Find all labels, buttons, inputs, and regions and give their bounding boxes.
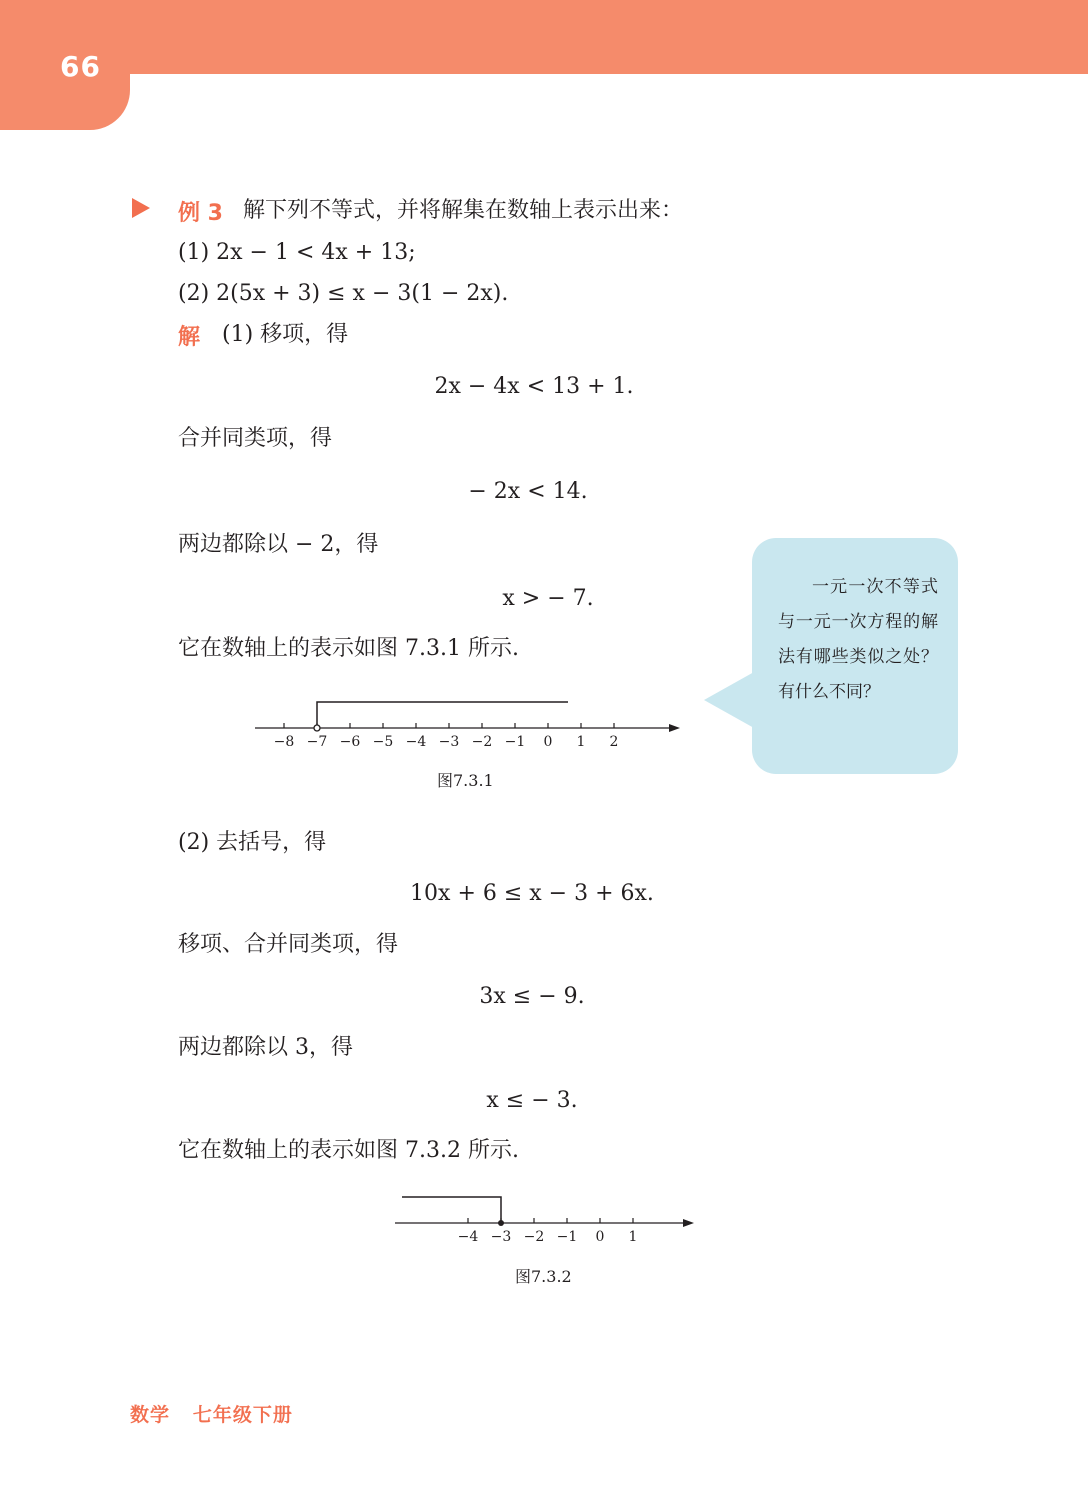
problem-2: (2) 2(5x + 3) ≤ x − 3(1 − 2x). bbox=[178, 281, 509, 306]
solution-ray bbox=[317, 702, 568, 726]
speech-bubble-tail bbox=[704, 672, 754, 728]
tick-label: −1 bbox=[504, 734, 526, 750]
problem-1: (1) 2x − 1 < 4x + 13; bbox=[178, 240, 416, 265]
example-arrow-icon bbox=[132, 198, 150, 218]
number-line-fig2 bbox=[390, 1186, 700, 1256]
tick-label: −3 bbox=[490, 1229, 512, 1245]
part1-step2: 合并同类项，得 bbox=[178, 426, 333, 451]
figure-caption-1: 图7.3.1 bbox=[437, 771, 494, 790]
solution-ray bbox=[402, 1197, 501, 1223]
number-line-fig1 bbox=[250, 690, 690, 760]
axis-arrow bbox=[683, 1219, 694, 1227]
tick-label: −8 bbox=[273, 734, 295, 750]
footer-grade: 七年级下册 bbox=[192, 1404, 293, 1426]
part1-figure-ref: 它在数轴上的表示如图 7.3.1 所示. bbox=[178, 636, 519, 661]
example-label: 例 3 bbox=[178, 201, 223, 226]
part2-eq2: 3x ≤ − 9. bbox=[479, 984, 585, 1009]
sidebar-note-bubble bbox=[752, 538, 958, 774]
tick-label: −2 bbox=[471, 734, 493, 750]
footer-subject: 数学 bbox=[130, 1404, 171, 1426]
tick-label: −7 bbox=[306, 734, 328, 750]
tick-label: −4 bbox=[405, 734, 427, 750]
example-prompt: 解下列不等式，并将解集在数轴上表示出来： bbox=[243, 198, 684, 223]
part1-eq1: 2x − 4x < 13 + 1. bbox=[434, 374, 634, 399]
tick-label: −6 bbox=[339, 734, 361, 750]
tick-label: 0 bbox=[543, 734, 553, 750]
part1-eq2: − 2x < 14. bbox=[468, 479, 588, 504]
tick-label: 1 bbox=[628, 1229, 638, 1245]
footer-book-title bbox=[130, 1400, 293, 1427]
solution-label: 解 bbox=[178, 325, 201, 350]
part2-eq3: x ≤ − 3. bbox=[486, 1088, 578, 1113]
tick-label: −1 bbox=[556, 1229, 578, 1245]
part2-step3: 两边都除以 3，得 bbox=[178, 1035, 353, 1060]
part1-eq3: x > − 7. bbox=[502, 586, 594, 611]
tick-label: −3 bbox=[438, 734, 460, 750]
part2-step1: (2) 去括号，得 bbox=[178, 830, 327, 855]
closed-boundary-point bbox=[498, 1220, 504, 1226]
part1-step3: 两边都除以 − 2，得 bbox=[178, 532, 379, 557]
tick-label: 0 bbox=[595, 1229, 605, 1245]
tick-label: 2 bbox=[609, 734, 619, 750]
part2-figure-ref: 它在数轴上的表示如图 7.3.2 所示. bbox=[178, 1138, 519, 1163]
header-band bbox=[0, 0, 1088, 74]
tick-label: −2 bbox=[523, 1229, 545, 1245]
sidebar-note-text: 一元一次不等式与一元一次方程的解法有哪些类似之处？有什么不同？ bbox=[778, 577, 938, 702]
tick-label: −4 bbox=[457, 1229, 479, 1245]
tick-label: −5 bbox=[372, 734, 394, 750]
part2-step2: 移项、合并同类项，得 bbox=[178, 932, 399, 957]
part1-step1: (1) 移项，得 bbox=[222, 322, 349, 347]
part2-eq1: 10x + 6 ≤ x − 3 + 6x. bbox=[410, 881, 654, 906]
page-number: 66 bbox=[60, 50, 101, 83]
axis-arrow bbox=[669, 724, 680, 732]
tick-label: 1 bbox=[576, 734, 586, 750]
figure-caption-2: 图7.3.2 bbox=[515, 1267, 572, 1286]
open-boundary-point bbox=[314, 725, 320, 731]
